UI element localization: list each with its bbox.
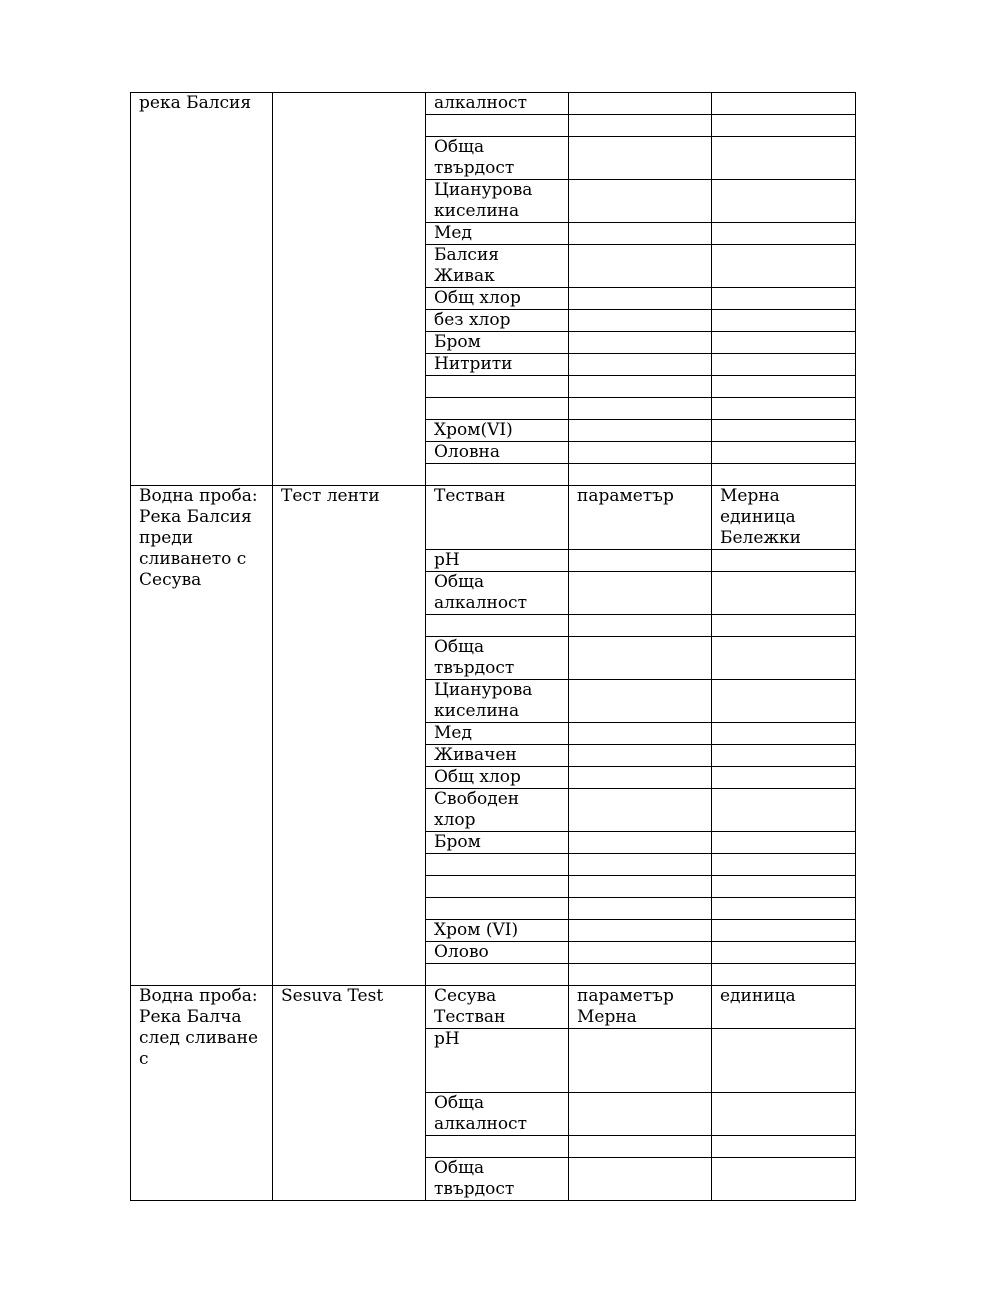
parameter-cell <box>426 615 569 637</box>
value-cell <box>569 767 712 789</box>
note-cell <box>712 550 856 572</box>
value-cell <box>569 1158 712 1201</box>
parameter-cell: Сесува Тестван <box>426 986 569 1029</box>
note-cell <box>712 310 856 332</box>
parameter-cell <box>426 115 569 137</box>
note-cell <box>712 223 856 245</box>
parameter-cell: Живачен <box>426 745 569 767</box>
note-cell <box>712 832 856 854</box>
note-cell: Мерна единица Бележки <box>712 486 856 550</box>
note-cell <box>712 354 856 376</box>
value-cell <box>569 420 712 442</box>
sample-cell: Водна проба: Река Балсия преди сливането с Сесува <box>131 486 273 986</box>
parameter-cell: Нитрити <box>426 354 569 376</box>
parameter-cell <box>426 1136 569 1158</box>
value-cell <box>569 1136 712 1158</box>
table-row <box>131 986 856 1029</box>
parameter-cell: Хром(VI) <box>426 420 569 442</box>
parameter-cell: алкалност <box>426 93 569 115</box>
sample-cell: река Балсия <box>131 93 273 486</box>
note-cell <box>712 942 856 964</box>
value-cell <box>569 180 712 223</box>
value-cell <box>569 637 712 680</box>
value-cell <box>569 745 712 767</box>
parameter-cell <box>426 398 569 420</box>
parameter-cell <box>426 876 569 898</box>
value-cell <box>569 723 712 745</box>
note-cell <box>712 332 856 354</box>
parameter-cell: Балсия Живак <box>426 245 569 288</box>
parameter-cell: Цианурова киселина <box>426 680 569 723</box>
value-cell <box>569 1029 712 1093</box>
parameter-cell: Хром (VI) <box>426 920 569 942</box>
method-cell: Тест ленти <box>273 486 426 986</box>
table-row <box>131 93 856 115</box>
parameter-cell: Обща твърдост <box>426 137 569 180</box>
parameter-cell <box>426 376 569 398</box>
note-cell <box>712 245 856 288</box>
note-cell <box>712 115 856 137</box>
value-cell: параметър <box>569 486 712 550</box>
parameter-cell: Бром <box>426 332 569 354</box>
note-cell <box>712 767 856 789</box>
note-cell <box>712 398 856 420</box>
note-cell <box>712 854 856 876</box>
parameter-cell: Свободен хлор <box>426 789 569 832</box>
value-cell <box>569 964 712 986</box>
value-cell <box>569 789 712 832</box>
parameter-cell: Обща твърдост <box>426 1158 569 1201</box>
value-cell <box>569 398 712 420</box>
note-cell <box>712 789 856 832</box>
value-cell <box>569 920 712 942</box>
note-cell <box>712 876 856 898</box>
parameter-cell: Оловна <box>426 442 569 464</box>
value-cell <box>569 115 712 137</box>
parameter-cell: pH <box>426 550 569 572</box>
parameter-cell: Обща алкалност <box>426 572 569 615</box>
value-cell <box>569 310 712 332</box>
value-cell <box>569 550 712 572</box>
value-cell <box>569 288 712 310</box>
parameter-cell: Общ хлор <box>426 767 569 789</box>
parameter-cell: без хлор <box>426 310 569 332</box>
parameter-cell: Обща твърдост <box>426 637 569 680</box>
note-cell <box>712 898 856 920</box>
note-cell <box>712 615 856 637</box>
parameter-cell <box>426 854 569 876</box>
value-cell: параметър Мерна <box>569 986 712 1029</box>
note-cell <box>712 464 856 486</box>
note-cell <box>712 637 856 680</box>
note-cell <box>712 180 856 223</box>
value-cell <box>569 245 712 288</box>
note-cell <box>712 745 856 767</box>
note-cell <box>712 420 856 442</box>
method-cell: Sesuva Test <box>273 986 426 1201</box>
data-table <box>130 92 856 1201</box>
note-cell <box>712 1093 856 1136</box>
value-cell <box>569 223 712 245</box>
note-cell <box>712 137 856 180</box>
value-cell <box>569 832 712 854</box>
value-cell <box>569 942 712 964</box>
value-cell <box>569 572 712 615</box>
method-cell <box>273 93 426 486</box>
value-cell <box>569 464 712 486</box>
table-row <box>131 486 856 550</box>
value-cell <box>569 354 712 376</box>
parameter-cell: Бром <box>426 832 569 854</box>
note-cell <box>712 964 856 986</box>
parameter-cell: Мед <box>426 723 569 745</box>
note-cell <box>712 1136 856 1158</box>
parameter-cell: Мед <box>426 223 569 245</box>
value-cell <box>569 376 712 398</box>
note-cell: единица <box>712 986 856 1029</box>
value-cell <box>569 898 712 920</box>
note-cell <box>712 93 856 115</box>
value-cell <box>569 680 712 723</box>
parameter-cell: Общ хлор <box>426 288 569 310</box>
parameter-cell: Олово <box>426 942 569 964</box>
note-cell <box>712 1158 856 1201</box>
parameter-cell <box>426 898 569 920</box>
value-cell <box>569 1093 712 1136</box>
parameter-cell: Тестван <box>426 486 569 550</box>
value-cell <box>569 332 712 354</box>
parameter-cell <box>426 464 569 486</box>
note-cell <box>712 572 856 615</box>
parameter-cell: pH <box>426 1029 569 1093</box>
parameter-cell <box>426 964 569 986</box>
sample-cell: Водна проба: Река Балча след сливане с <box>131 986 273 1201</box>
note-cell <box>712 442 856 464</box>
value-cell <box>569 615 712 637</box>
value-cell <box>569 442 712 464</box>
parameter-cell: Цианурова киселина <box>426 180 569 223</box>
note-cell <box>712 680 856 723</box>
note-cell <box>712 1029 856 1093</box>
note-cell <box>712 723 856 745</box>
parameter-cell: Обща алкалност <box>426 1093 569 1136</box>
note-cell <box>712 376 856 398</box>
note-cell <box>712 288 856 310</box>
note-cell <box>712 920 856 942</box>
value-cell <box>569 93 712 115</box>
value-cell <box>569 137 712 180</box>
value-cell <box>569 854 712 876</box>
value-cell <box>569 876 712 898</box>
